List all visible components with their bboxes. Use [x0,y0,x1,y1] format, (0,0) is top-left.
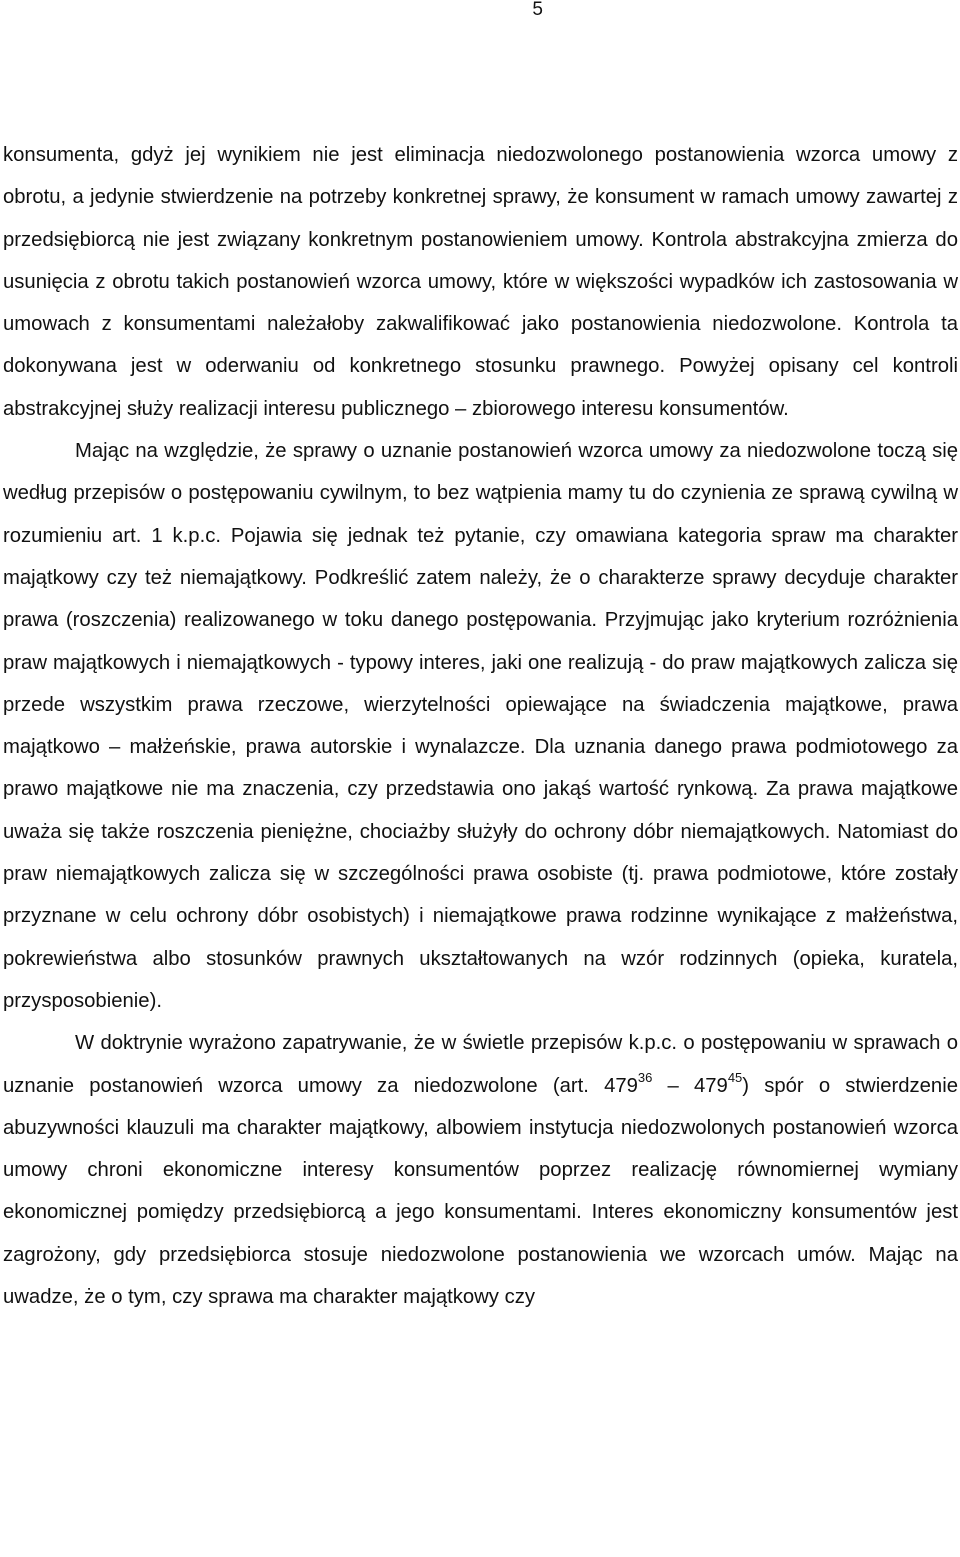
paragraph-3-text-c: ) spór o stwierdzenie abuzywności klauzuli ma charakter majątkowy, albowiem instytucja niedozwolonych postanowień wzorca umowy chroni ekonomiczne interesy konsumentów poprzez realizację równomiernej wymiany ekonomicznej pomiędzy przedsiębiorcą a jego konsumentami. Interes ekonomiczny konsumentów jest zagrożony, gdy przedsiębiorca stosuje niedozwolone postanowienia we wzorcach umów. Mając na uwadze, że o tym, czy sprawa ma charakter majątkowy czy [3,1074,958,1309]
page-number: 5 [532,0,543,20]
paragraph-3 [3,1022,958,1318]
document-body [3,134,958,1318]
superscript-36: 36 [637,1069,653,1085]
paragraph-1: konsumenta, gdyż jej wynikiem nie jest eliminacja niedozwolonego postanowienia wzorca umowy z obrotu, a jedynie stwierdzenie na potrzeby konkretnej sprawy, że konsument w ramach umowy zawartej z przedsiębiorcą nie jest związany konkretnym postanowieniem umowy. Kontrola abstrakcyjna zmierza do usunięcia z obrotu takich postanowień wzorca umowy, które w większości wypadków ich zastosowania w umowach z konsumentami należałoby zakwalifikować jako postanowienia niedozwolone. Kontrola ta dokonywana jest w oderwaniu od konkretnego stosunku prawnego. Powyżej opisany cel kontroli abstrakcyjnej służy realizacji interesu publicznego – zbiorowego interesu konsumentów. [3,144,958,420]
paragraph-3-text-b: – 479 [652,1074,728,1097]
superscript-45: 45 [727,1069,743,1085]
paragraph-3-text-a: W doktrynie wyrażono zapatrywanie, że w świetle przepisów k.p.c. o postępowaniu w sprawach o uznanie postanowień wzorca umowy za niedozwolone (art. 479 [3,1032,958,1097]
paragraph-2: Mając na względzie, że sprawy o uznanie postanowień wzorca umowy za niedozwolone toczą się według przepisów o postępowaniu cywilnym, to bez wątpienia mamy tu do czynienia ze sprawą cywilną w rozumieniu art. 1 k.p.c. Pojawia się jednak też pytanie, czy omawiana kategoria spraw ma charakter majątkowy czy też niemajątkowy. Podkreślić zatem należy, że o charakterze sprawy decyduje charakter prawa (roszczenia) realizowanego w toku danego postępowania. Przyjmując jako kryterium rozróżnienia praw majątkowych i niemajątkowych - typowy interes, jaki one realizują - do praw majątkowych zalicza się przede wszystkim prawa rzeczowe, wierzytelności opiewające na świadczenia majątkowe, prawa majątkowo – małżeńskie, prawa autorskie i wynalazcze. Dla uznania danego prawa podmiotowego za prawo majątkowe nie ma znaczenia, czy przedstawia ono jakąś wartość rynkową. Za prawa majątkowe uważa się także roszczenia pieniężne, chociażby służyły do ochrony dóbr niemajątkowych. Natomiast do praw niemajątkowych zalicza się w szczególności prawa osobiste (tj. prawa podmiotowe, które zostały przyznane w celu ochrony dóbr osobistych) i niemajątkowe prawa rodzinne wynikające z małżeństwa, pokrewieństwa albo stosunków prawnych ukształtowanych na wzór rodzinnych (opieka, kuratela, przysposobienie). [3,440,958,1012]
